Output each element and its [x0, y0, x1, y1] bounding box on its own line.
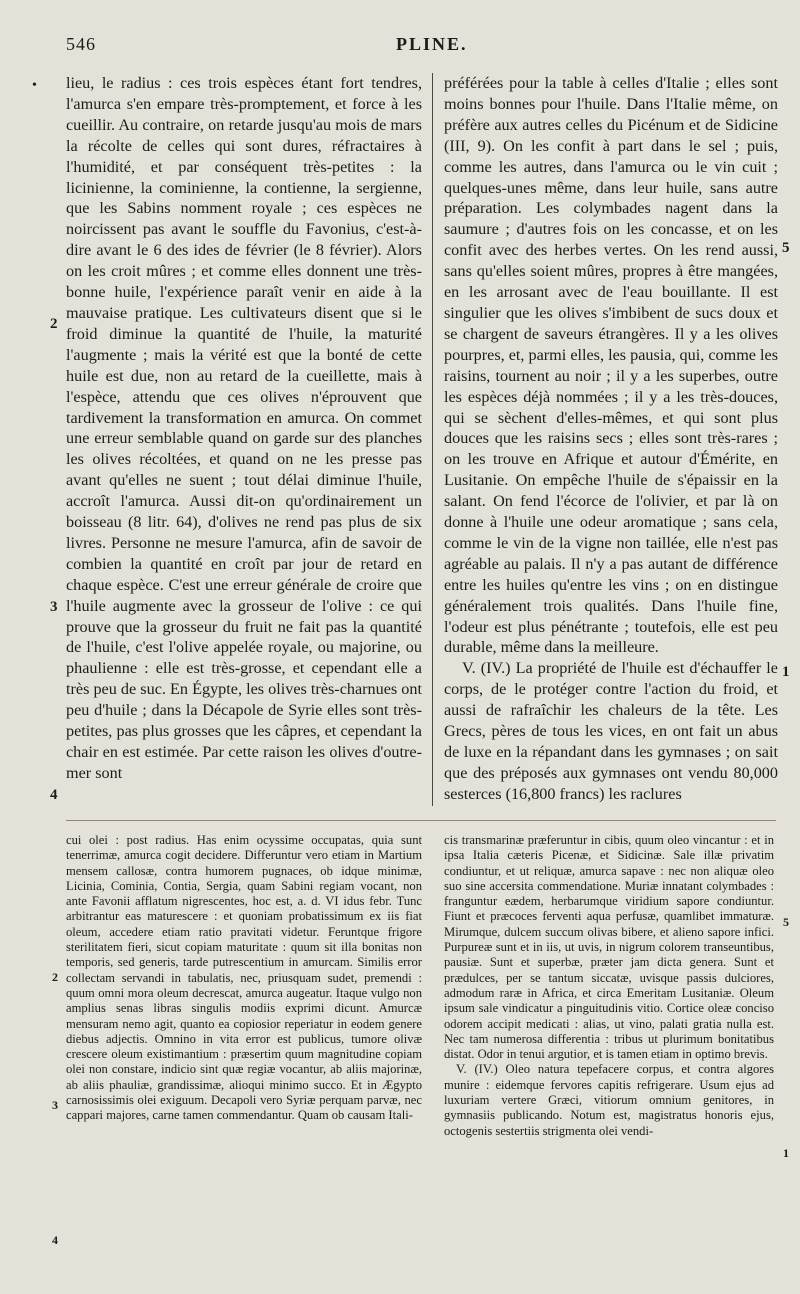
french-text-right: préférées pour la table à celles d'Italie ; elles sont moins bonnes pour l'huile. Dans l'Italie même, on préfère aux autres celles du Picénum et de Sidicine (III, 9). On les confit à part dans le sel ; puis, comme les autres, dans l'amurca ou le vin cuit ; quelques-unes même, dans leur huile, sans autre préparation. Les colymbades nagent dans la saumure ; d'autres fois on les concasse, et on les confit avec des herbes vertes. On les rend aussi, sans qu'elles soient mûres, propres à être mangées, en les arrosant avec de l'eau bouillante. Il est singulier que les olives s'imbibent de sucs doux et se chargent de saveurs étrangères. Il y a les olives pourpres, et, parmi elles, les pausia, qui, comme les raisins, tournent au noir ; il y a les superbes, outre les espèces déjà nommées ; il y a les très-douces, qui se sèchent d'elles-mêmes, et qui sont plus douces que les raisins secs ; elles sont très-rares ; on les trouve en Afrique et autour d'Émérite, en Lusitanie. On empêche l'huile de s'épaissir en la salant. On fend l'écorce de l'olivier, et par là on donne à l'huile une odeur aromatique ; sans cela, comme le vin de la vigne non taillée, elle n'est pas agréable au palais. Il n'y a pas autant de différence entre les huiles qu'entre les vins ; on en distingue généralement trois qualités. Dans l'huile fine, l'odeur est plus pénétrante ; toutefois, elle est peu durable, même dans la meilleure.	[444, 74, 778, 657]
paragraph-number: 1	[783, 1146, 789, 1160]
paragraph-number: 4	[50, 787, 58, 803]
french-text-left: lieu, le radius : ces trois espèces étant fort tendres, l'amurca s'en empare très-promptement, et force à les cueillir. Au contraire, on retarde jusqu'au mois de mars la récolte de celles qui sont dures, réfractaires à l'humidité, et par conséquent très-petites : la licinienne, la cominienne, la contienne, la sergienne, que les Sabins nomment royale ; ces espèces ne noircissent pas avant le souffle du Favonius, c'est-à-dire avant le 6 des ides de février (le 8 février). Alors on les croit mûres ; et comme elles donnent une très-bonne huile, l'expérience paraît venir en aide à la mauvaise pratique. Les cultivateurs disent que si le froid diminue la quantité de l'huile, la maturité l'augmente ; mais la vérité est que la bonté de cette huile est due, non au retard de la cueillette, mais à l'espèce, attendu que ces olives n'éprouvent que tardivement la transformation en amurca. On commet une erreur semblable quand on garde sur des planches les olives récoltées, et quand on ne les presse pas avant qu'elles ne suent ; tout délai diminue l'huile, accroît l'amurca. Aussi dit-on qu'ordinairement un boisseau (8 litr. 64), d'olives ne rend pas plus de six livres. Personne ne mesure l'amurca, afin de savoir de combien la quantité en croît par jour de retard en chaque espèce. C'est une erreur générale de croire que l'huile augmente avec la grosseur de l'olive : ce qui prouve que la grosseur du fruit ne fait pas la quantité de l'huile, c'est l'olive appelée royale, ou majorine, ou phaulienne : elle est très-grosse, et cependant elle a très peu de suc. En Égypte, les olives très-charnues ont peu d'huile ; dans la Décapole de Syrie elles sont très-petites, pas plus grosses que les câpres, et cependant la chair en est estimée. Par cette raison les olives d'outre-mer sont	[66, 74, 422, 782]
section-rule	[66, 820, 776, 821]
french-column-right	[444, 73, 778, 813]
margin-bullet: •	[32, 78, 37, 93]
paragraph-number: 2	[50, 316, 58, 332]
running-title: PLINE.	[396, 34, 468, 54]
paragraph-number: 3	[50, 599, 58, 615]
latin-column-left	[66, 833, 422, 1253]
paragraph-number: 4	[52, 1233, 58, 1247]
page-header	[66, 34, 766, 58]
paragraph-number: 5	[783, 915, 789, 929]
french-column-left	[66, 73, 422, 813]
paragraph-number: 3	[52, 1098, 58, 1112]
paragraph-number: 1	[782, 664, 790, 680]
paragraph-number: 2	[52, 970, 58, 984]
latin-text-right-section-v: V. (IV.) Oleo natura tepefacere corpus, et contra algores munire : eidemque fervores capitis refrigerare. Usum ejus ad luxuriam vertere Græci, vitiorum omnium genitores, in gymnasiis publicando. Notum est, magistratus honoris ejus, octogenis sestertiis strigmenta olei vendi-	[444, 1062, 774, 1138]
latin-text-right: cis transmarinæ præferuntur in cibis, quum oleo vincantur : et in ipsa Italia cæteris Picenæ, et Sidicinæ. Sale illæ privatim condiuntur, et ut reliquæ, amurca sapave : nec non aliquæ oleo suo sine accersita commendatione. Muriæ innatant colymbades : franguntur eædem, herbarumque viridium sapore condiuntur. Fiunt et præcoces ferventi aqua perfusæ, quamlibet immaturæ. Mirumque, dulcem succum olivas bibere, et alieno sapore infici. Purpureæ sunt et in iis, ut uvis, in nigrum colorem transeuntibus, pausiæ. Sunt et superbæ, præter jam dicta genera. Sunt et prædulces, per se tantum siccatæ, uvisque passis dulciores, admodum raræ in Africa, et circa Emeritam Lusitaniæ. Oleum ipsum sale vindicatur a pinguitudinis vitio. Cortice oleæ conciso odorem accipit medicati : alias, ut vino, palati gratia nulla est. Nec tam numerosa differentia : tribus ut plurimum bonitatibus distat. Odor in tenui argutior, et is tamen etiam in optimo brevis.	[444, 833, 774, 1062]
column-divider	[432, 73, 433, 806]
latin-column-right	[444, 833, 774, 1253]
page-number: 546	[66, 34, 96, 54]
paragraph-number: 5	[782, 240, 790, 256]
latin-text-left: cui olei : post radius. Has enim ocyssime occupatas, quia sunt tenerrimæ, amurca cogit decidere. Differuntur vero etiam in Martium mensem callosæ, contra humorem pugnaces, ob idque minimæ, Licinia, Cominia, Contia, Sergia, quam Sabini regiam vocant, non ante Favonii afflatum nigrescentes, hoc est, a. d. VI idus febr. Tunc arbitrantur eas maturescere : et quoniam probatissimum ex iis fiat oleum, accedere etiam ratio pravitati videtur. Feruntque frigore sterilitatem fieri, sicut copiam maturitate : quum sit illa bonitas non temporis, sed generis, tarde putrescentium in amurcam. Similis error collectam servandi in tabulatis, nec, priusquam sudet, premendi : quum omni mora oleum decrescat, amurca augeatur. Itaque vulgo non amplius senas libras singulis modiis exprimi dicunt. Amurcæ mensuram nemo agit, quanto ea copiosior reperiatur in eodem genere diebus adjectis. Omnino in vita error est publicus, tumore olivæ crescere oleum existimantium : præsertim quum magnitudine copiam olei non constare, indicio sint quæ regiæ vocantur, ab aliis majorinæ, ab aliis phauliæ, grandissimæ, alioqui minimo succo. Et in Ægypto carnosissimis olei exiguum. Decapoli vero Syriæ perquam parvæ, nec cappari majores, carne tamen commendantur. Quam ob causam Itali-	[66, 833, 422, 1123]
french-text-right-section-v: V. (IV.) La propriété de l'huile est d'échauffer le corps, de le protéger contre l'action du froid, et aussi de rafraîchir les chaleurs de la tête. Les Grecs, pères de tous les vices, en ont fait un abus de luxe en la répandant dans les gymnases ; on sait que des préposés aux gymnases ont vendu 80,000 sesterces (16,800 francs) les raclures	[444, 659, 778, 803]
